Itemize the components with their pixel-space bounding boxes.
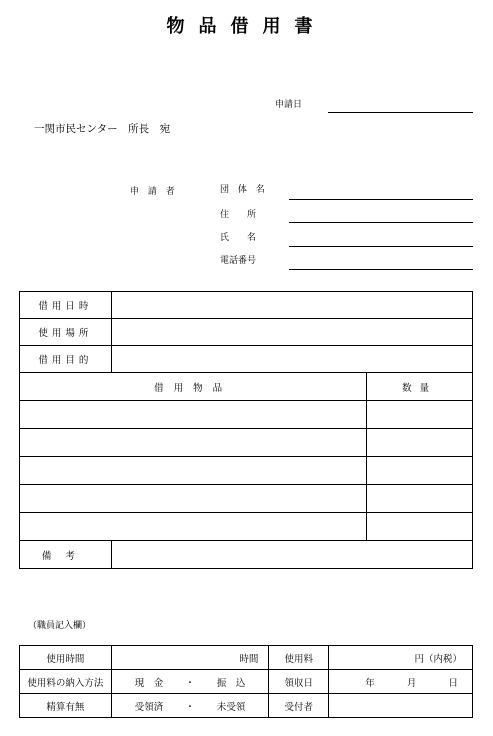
item-row (20, 429, 473, 457)
table-row (20, 373, 473, 401)
usage-time-unit: 時間 (239, 653, 259, 665)
payment-separator: ・ (185, 677, 195, 689)
application-date-label: 申請日 (275, 100, 303, 110)
receipt-year-label: 年 (365, 677, 375, 689)
address-field[interactable] (289, 222, 473, 223)
item-quantity-cell[interactable] (367, 457, 473, 485)
settled-option[interactable]: 受領済 (134, 701, 164, 713)
table-row (20, 694, 473, 718)
item-row (20, 457, 473, 485)
usage-place-label: 使用場所 (20, 319, 112, 346)
item-row (20, 401, 473, 429)
settle-separator: ・ (185, 701, 195, 713)
item-name-cell[interactable] (20, 457, 367, 485)
group-name-label: 団 体 名 (220, 185, 268, 195)
receipt-date-label: 領収日 (269, 670, 329, 694)
usage-fee-label: 使用料 (269, 646, 329, 670)
item-name-cell[interactable] (20, 485, 367, 513)
staff-table (19, 645, 473, 718)
item-name-cell[interactable] (20, 401, 367, 429)
quantity-header: 数量 (367, 373, 473, 401)
applicant-label: 申 請 者 (130, 187, 178, 197)
item-row (20, 485, 473, 513)
receiver-field[interactable] (329, 694, 473, 718)
payment-cash-option[interactable]: 現 金 (134, 677, 164, 689)
table-row (20, 319, 473, 346)
group-name-field[interactable] (289, 199, 473, 200)
payment-method-label: 使用料の納入方法 (20, 670, 112, 694)
table-row (20, 541, 473, 569)
application-date-field[interactable] (328, 112, 473, 113)
remarks-label: 備考 (20, 541, 112, 569)
usage-time-field[interactable] (111, 646, 269, 670)
settlement-field[interactable] (111, 694, 269, 718)
addressee: 一関市民センター 所長 宛 (34, 123, 171, 135)
name-field[interactable] (289, 246, 473, 247)
item-row (20, 513, 473, 541)
item-name-cell[interactable] (20, 513, 367, 541)
table-row (20, 292, 473, 319)
phone-label: 電話番号 (220, 256, 257, 266)
payment-transfer-option[interactable]: 振 込 (216, 677, 246, 689)
phone-field[interactable] (289, 269, 473, 270)
item-quantity-cell[interactable] (367, 429, 473, 457)
borrow-datetime-field[interactable] (111, 292, 472, 319)
unsettled-option[interactable]: 未受領 (216, 701, 246, 713)
usage-place-field[interactable] (111, 319, 472, 346)
staff-section-heading: （職員記入欄） (28, 621, 92, 631)
borrow-purpose-field[interactable] (111, 346, 472, 373)
borrowing-table (19, 291, 473, 569)
name-label: 氏 名 (220, 233, 257, 243)
table-row (20, 346, 473, 373)
receipt-date-field[interactable] (329, 670, 473, 694)
table-row (20, 646, 473, 670)
item-name-cell[interactable] (20, 429, 367, 457)
item-quantity-cell[interactable] (367, 513, 473, 541)
usage-fee-field[interactable] (329, 646, 473, 670)
borrow-datetime-label: 借用日時 (20, 292, 112, 319)
table-row (20, 670, 473, 694)
remarks-field[interactable] (111, 541, 472, 569)
receiver-label: 受付者 (269, 694, 329, 718)
payment-method-field[interactable] (111, 670, 269, 694)
usage-time-label: 使用時間 (20, 646, 112, 670)
receipt-month-label: 月 (406, 677, 417, 689)
address-label: 住 所 (220, 210, 257, 220)
document-title: 物品借用書 (166, 16, 327, 37)
borrow-purpose-label: 借用目的 (20, 346, 112, 373)
items-header: 借用物品 (20, 373, 367, 401)
item-quantity-cell[interactable] (367, 401, 473, 429)
item-quantity-cell[interactable] (367, 485, 473, 513)
usage-fee-unit: 円（内税） (414, 653, 462, 665)
receipt-day-label: 日 (448, 677, 458, 689)
settlement-label: 精算有無 (20, 694, 112, 718)
